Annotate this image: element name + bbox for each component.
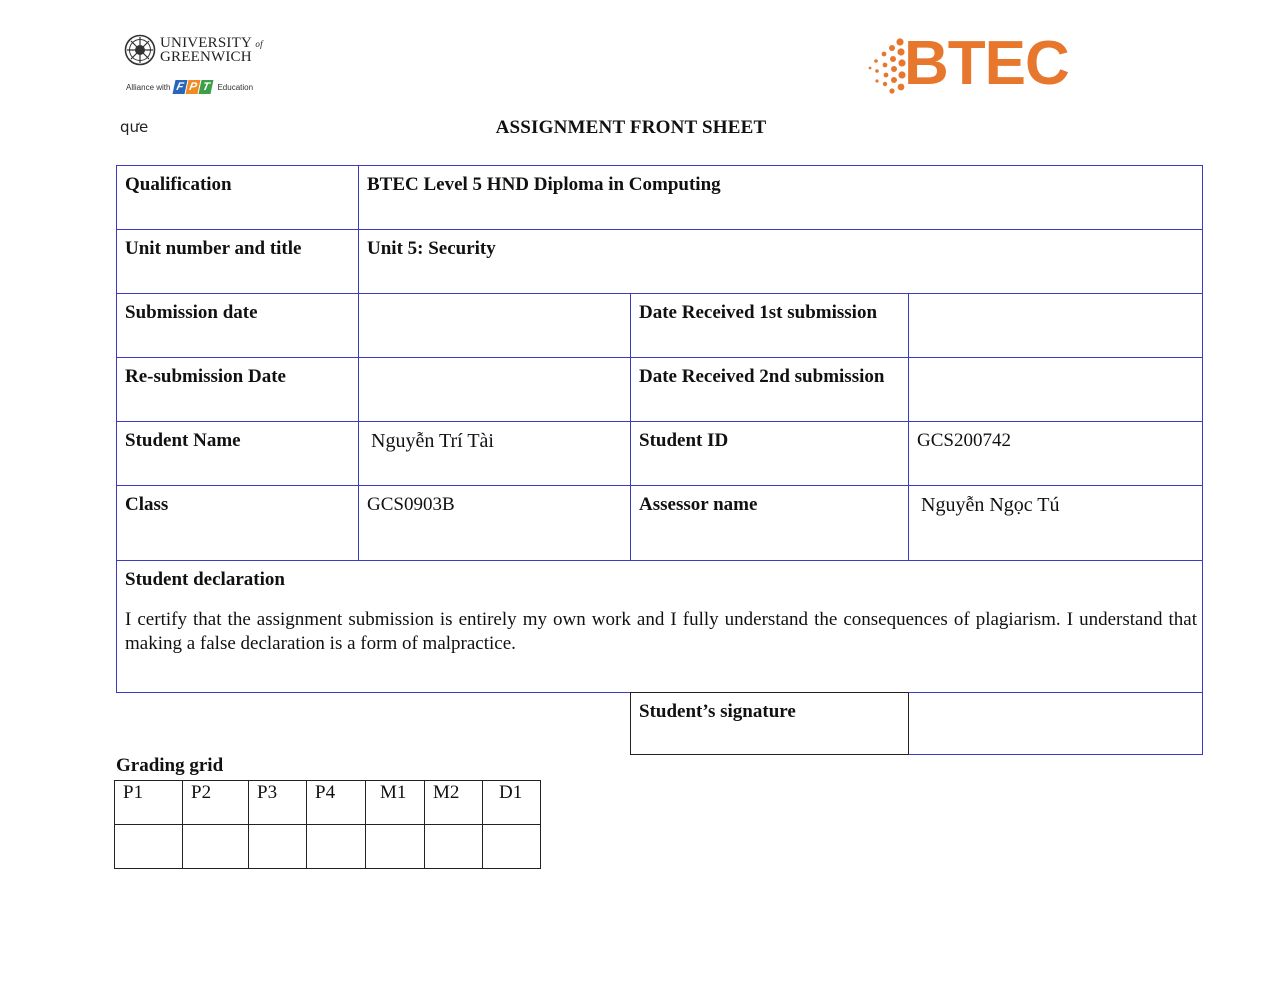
student-id-label: Student ID — [630, 421, 909, 486]
submission-date-field[interactable] — [358, 293, 631, 358]
grade-cell-m1[interactable] — [366, 825, 425, 869]
grading-value-row — [115, 825, 541, 869]
student-id-field[interactable]: GCS200742 — [908, 421, 1203, 486]
grade-header-p1: P1 — [115, 781, 183, 825]
assessor-name-field[interactable]: Nguyễn Ngọc Tú — [908, 485, 1203, 561]
signature-field[interactable] — [908, 692, 1203, 755]
fpt-alliance-line: Alliance with F P T Education — [126, 81, 254, 93]
declaration-title: Student declaration — [125, 569, 285, 590]
class-field[interactable]: GCS0903B — [358, 485, 631, 561]
resubmission-date-field[interactable] — [358, 357, 631, 422]
grade-cell-p3[interactable] — [249, 825, 307, 869]
grade-header-p3: P3 — [249, 781, 307, 825]
grade-cell-d1[interactable] — [483, 825, 541, 869]
submission-date-label: Submission date — [116, 293, 359, 358]
fpt-logo: F P T — [174, 80, 213, 94]
grade-header-m1: M1 — [366, 781, 425, 825]
btec-logo — [866, 29, 1069, 104]
assessor-name-label: Assessor name — [630, 485, 909, 561]
signature-label: Student’s signature — [630, 692, 909, 755]
stray-text: qưe — [120, 118, 149, 136]
grading-grid-title: Grading grid — [116, 755, 224, 776]
grade-cell-p2[interactable] — [183, 825, 249, 869]
qualification-label: Qualification — [116, 165, 359, 230]
date-received-1st-field[interactable] — [908, 293, 1203, 358]
grade-header-p4: P4 — [307, 781, 366, 825]
grade-header-p2: P2 — [183, 781, 249, 825]
date-received-2nd-label: Date Received 2nd submission — [630, 357, 909, 422]
unit-label: Unit number and title — [116, 229, 359, 294]
qualification-value: BTEC Level 5 HND Diploma in Computing — [358, 165, 1203, 230]
page-title: ASSIGNMENT FRONT SHEET — [495, 117, 767, 138]
grade-cell-m2[interactable] — [425, 825, 483, 869]
unit-value: Unit 5: Security — [358, 229, 1203, 294]
greenwich-wordmark: UNIVERSITY of GREENWICH — [160, 34, 263, 65]
grade-cell-p1[interactable] — [115, 825, 183, 869]
btec-wordmark: BTEC — [904, 29, 1069, 98]
grading-grid — [114, 780, 541, 869]
grade-header-m2: M2 — [425, 781, 483, 825]
class-label: Class — [116, 485, 359, 561]
date-received-2nd-field[interactable] — [908, 357, 1203, 422]
date-received-1st-label: Date Received 1st submission — [630, 293, 909, 358]
student-name-field[interactable]: Nguyễn Trí Tài — [358, 421, 631, 486]
resubmission-date-label: Re-submission Date — [116, 357, 359, 422]
student-name-label: Student Name — [116, 421, 359, 486]
grade-header-d1: D1 — [483, 781, 541, 825]
student-declaration — [116, 560, 1203, 693]
grade-cell-p4[interactable] — [307, 825, 366, 869]
declaration-text: I certify that the assignment submission is entirely my own work and I fully understand the consequences of plagiarism. I understand that making a false declaration is a form of malpractice. — [125, 609, 1197, 654]
university-of-greenwich-logo — [124, 34, 264, 100]
greenwich-seal-icon — [124, 34, 156, 66]
btec-dots-icon — [866, 38, 906, 96]
grading-header-row — [115, 781, 541, 825]
